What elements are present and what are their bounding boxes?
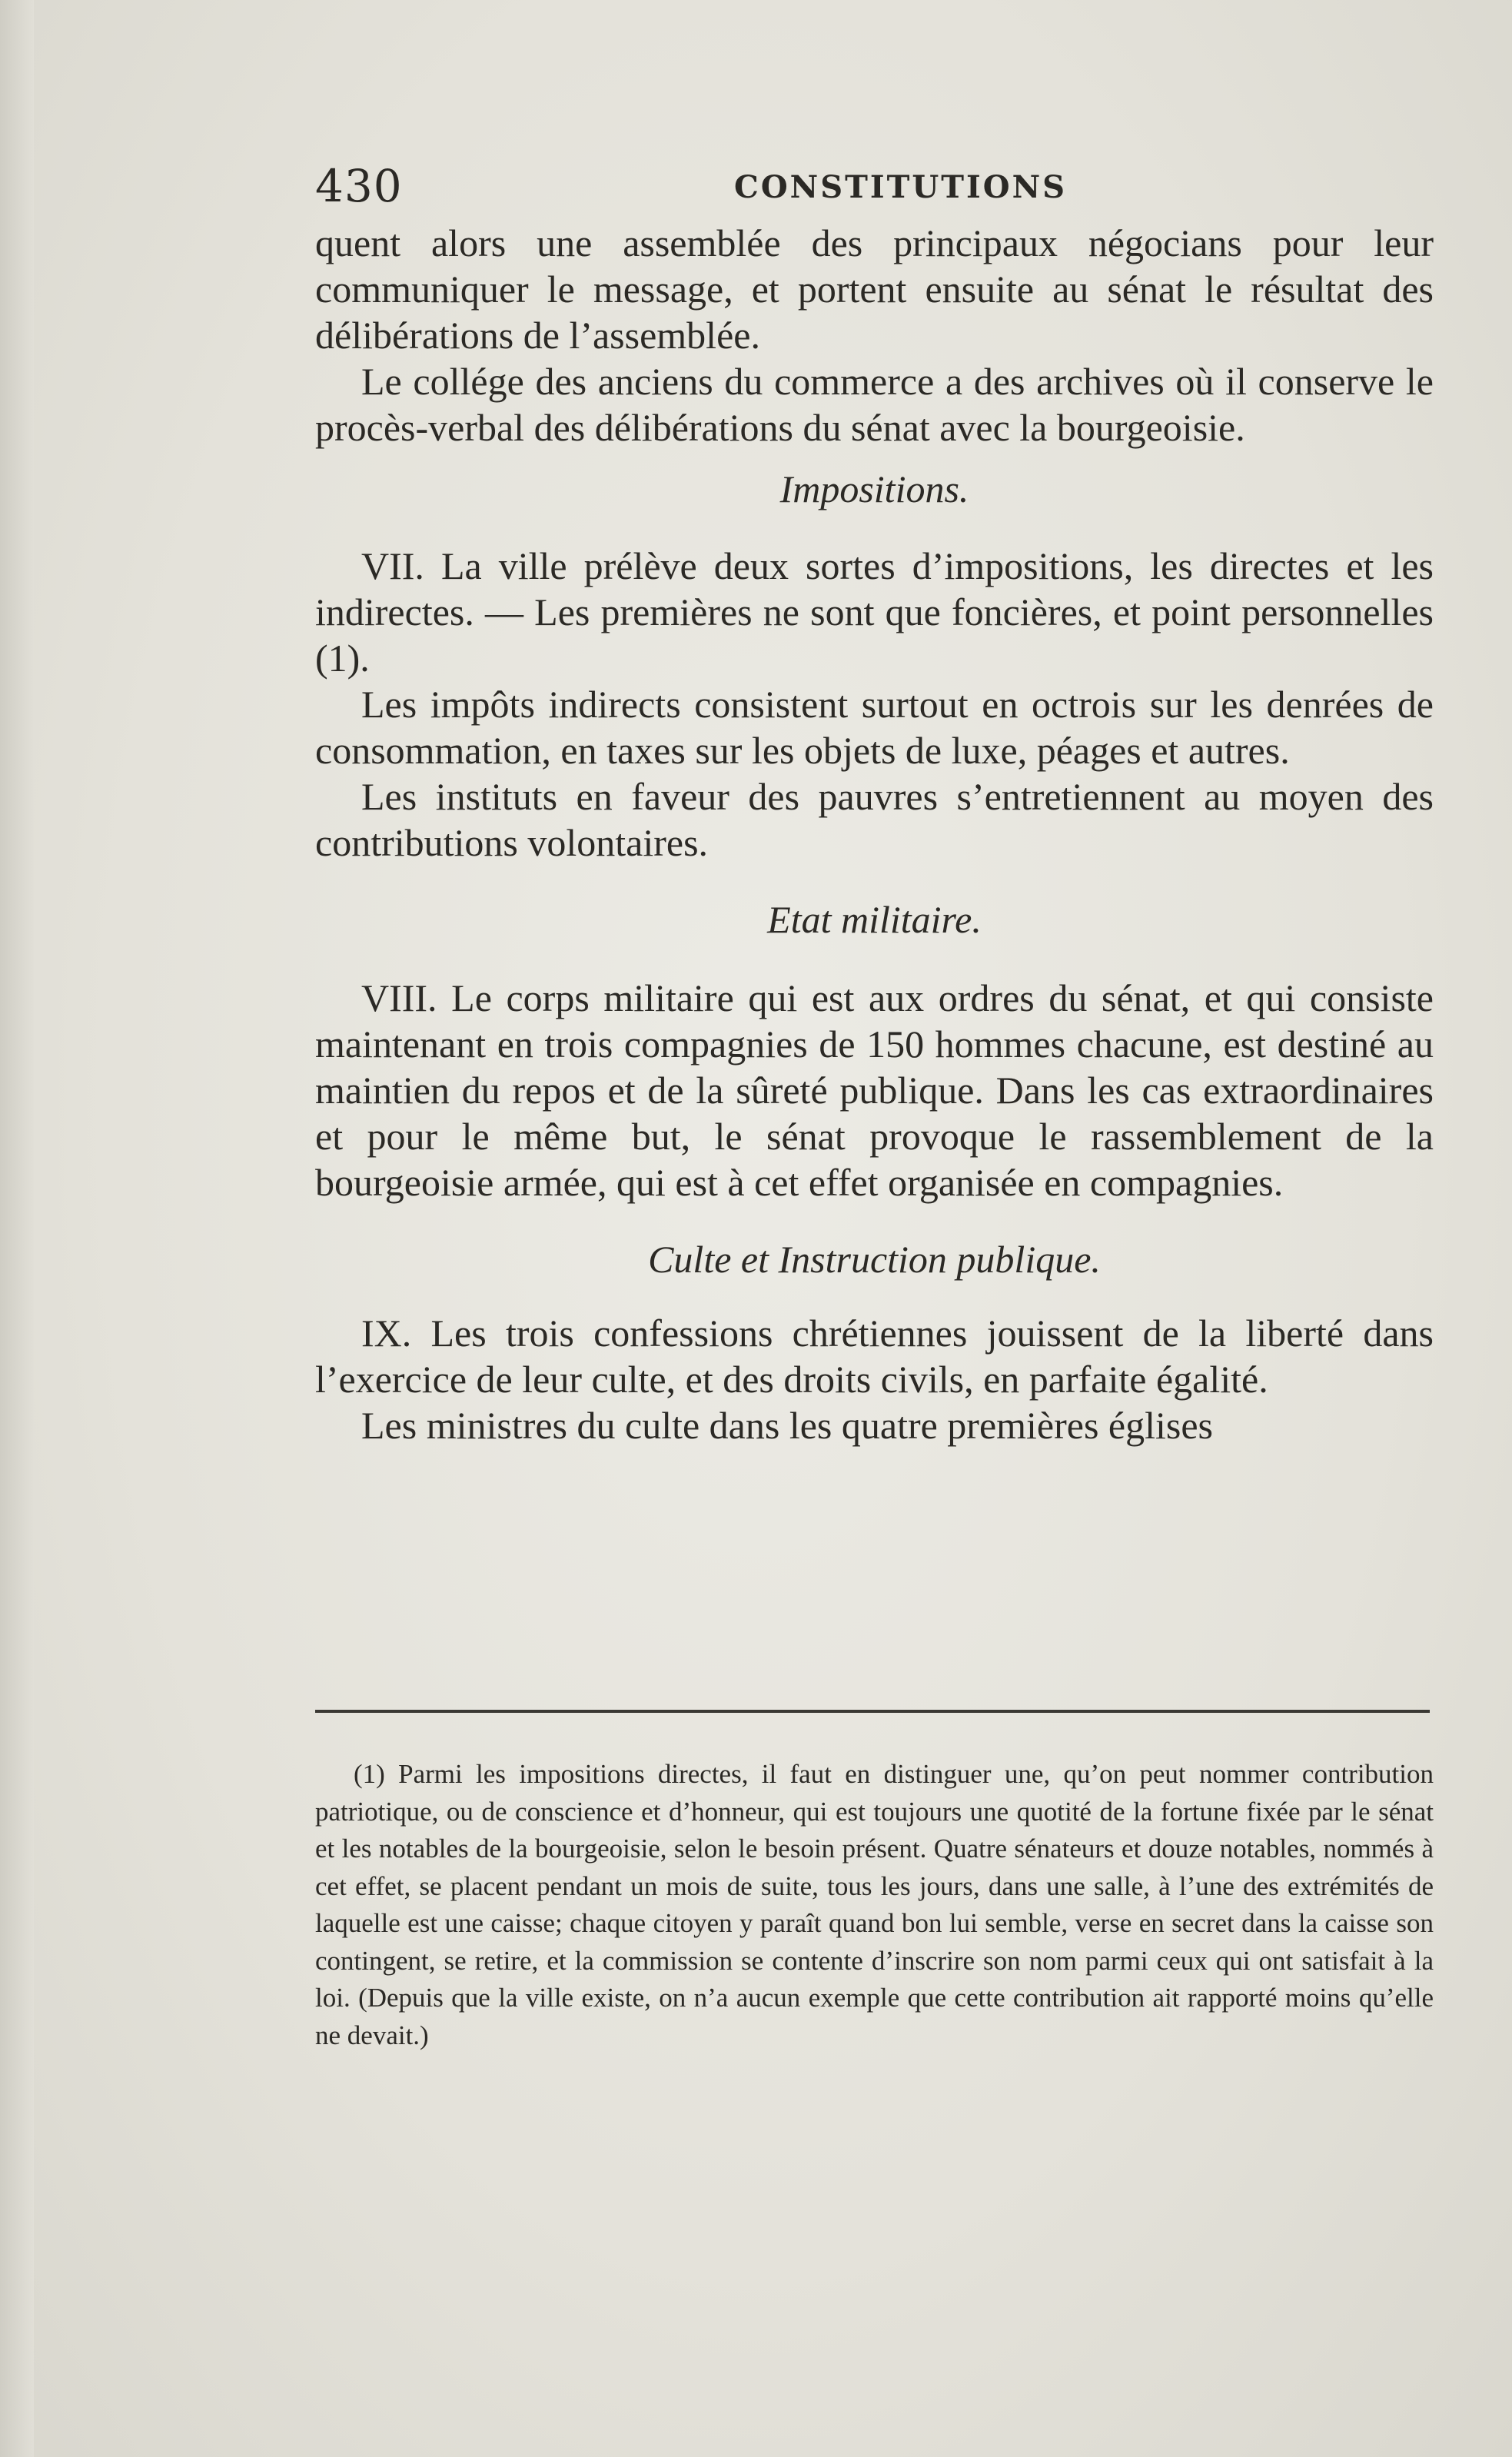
section-heading-militaire: Etat militaire. — [767, 898, 982, 941]
section-heading-impositions: Impositions. — [779, 467, 969, 510]
section-heading-culte: Culte et Instruction publique. — [648, 1238, 1101, 1281]
footnote-text: (1) Parmi les impositions directes, il faut en distinguer une, qu’on peut nommer contribution patriotique, ou de conscience et d’honneur, qui est toujours une quotité de la fortune fixée par le sénat et les notables de la bourgeoisie, selon le besoin présent. Quatre sénateurs et douze notables, nommés à cet effet, se placent pendant un mois de suite, tous les jours, dans une salle, à l’une des extrémités de laquelle est une caisse; chaque citoyen y paraît quand bon lui semble, verse en secret dans la caisse son contingent, se retire, et la commission se contente d’inscrire son nom parmi ceux qui ont satisfait à la loi. (Depuis que la ville existe, on n’a aucun exemple que cette contribution ait rapporté moins qu’elle ne devait.) — [315, 1759, 1434, 2050]
paragraph-article-vii: VII. La ville prélève deux sortes d’impositions, les directes et les indirectes. — Les premières ne sont que foncières, et point personnelles (1). — [315, 544, 1434, 680]
page-gutter — [0, 0, 34, 2457]
page-number: 430 — [315, 160, 403, 212]
paragraph: quent alors une assemblée des principaux négocians pour leur communiquer le message, et portent ensuite au sénat le résultat des délibérations de l’assemblée. — [315, 221, 1434, 357]
paragraph: Les ministres du culte dans les quatre premières églises — [361, 1404, 1214, 1447]
running-head: CONSTITUTIONS — [734, 169, 1068, 205]
page-header — [315, 160, 1434, 221]
paragraph: Les impôts indirects consistent surtout en octrois sur les denrées de consommation, en taxes sur les objets de luxe, péages et autres. — [315, 683, 1434, 772]
footnote-block — [315, 1756, 1434, 2054]
paragraph: Les instituts en faveur des pauvres s’entretiennent au moyen des contributions volontaires. — [315, 775, 1434, 864]
paragraph-article-viii: VIII. Le corps militaire qui est aux ordres du sénat, et qui consiste maintenant en trois compagnies de 150 hommes chacune, est destiné au maintien du repos et de la sûreté publique. Dans les cas extraordinaires et pour le même but, le sénat provoque le rassemblement de la bourgeoisie armée, qui est à cet effet organisée en compagnies. — [315, 976, 1434, 1204]
main-text — [315, 220, 1434, 1448]
footnote-divider — [315, 1710, 1430, 1713]
paragraph-article-ix: IX. Les trois confessions chrétiennes jouissent de la liberté dans l’exercice de leur culte, et des droits civils, en parfaite égalité. — [315, 1312, 1434, 1401]
paragraph: Le collége des anciens du commerce a des archives où il conserve le procès-verbal des délibérations du sénat avec la bourgeoisie. — [315, 360, 1434, 449]
